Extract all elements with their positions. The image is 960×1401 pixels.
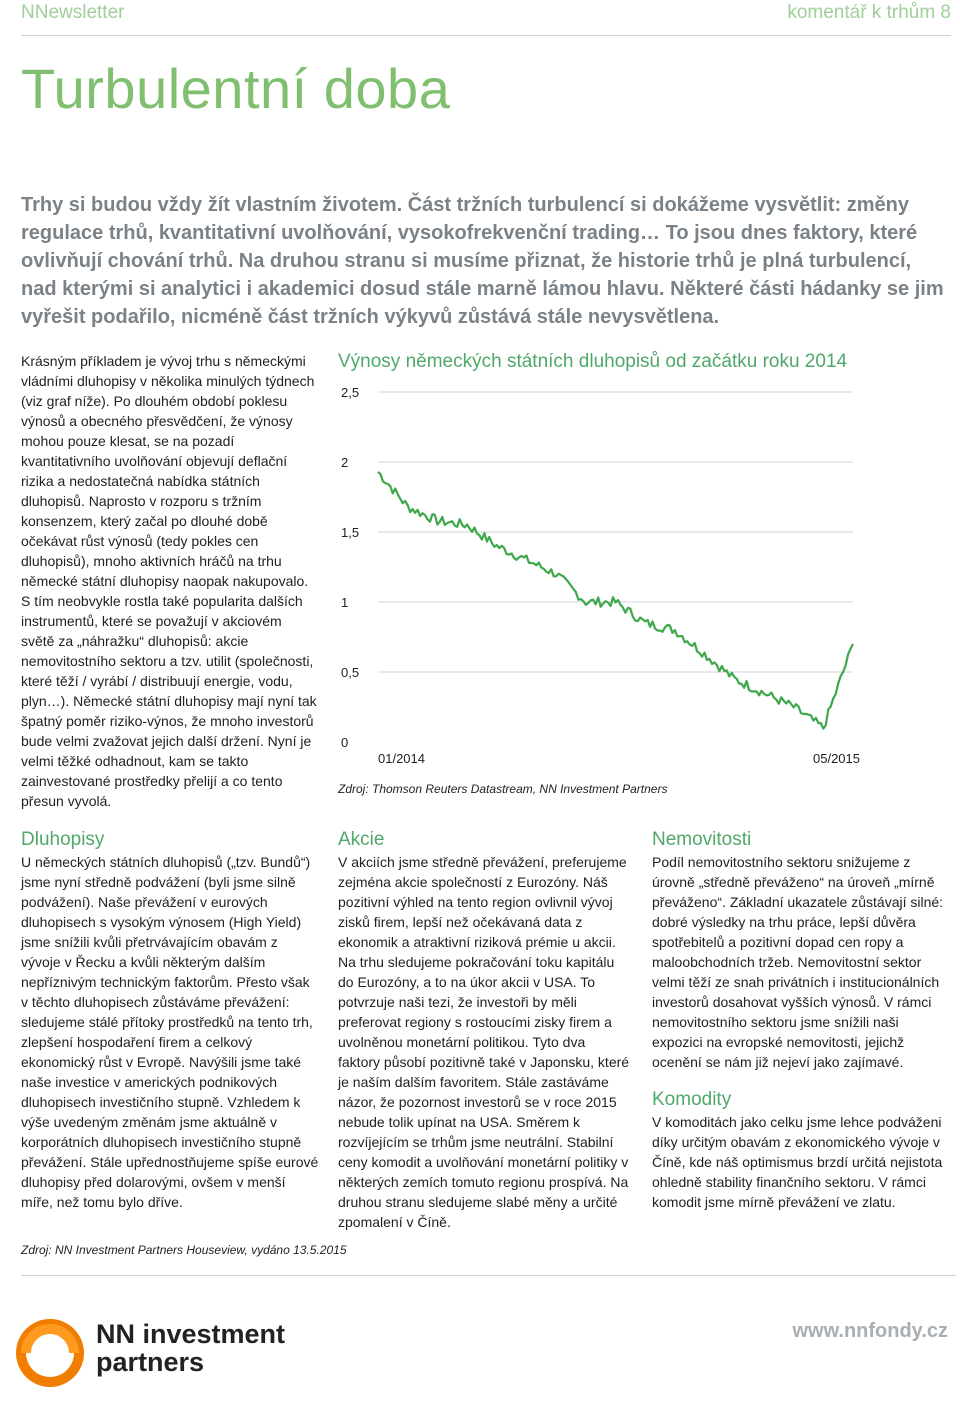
footer-source: Zdroj: NN Investment Partners Houseview, vydáno 13.5.2015 [21,1243,347,1257]
intro-text: Krásným příkladem je vývoj trhu s německými vládními dluhopisy v několika minulých týdnech (viz graf níže). Po dlouhém období poklesu výnosů a obecného přesvědčení, že výnosy mohou pouze klesat, se na pozadí kvantitativního uvolňování objevují deflační rizika a nedostatečná nabídka státních dluhopisů. Naprosto v rozporu s tržním konsenzem, který začal po dlouhé době očekávat růst výnosů (tedy pokles cen dluhopisů), mnoho aktivních hráčů na trhu německé státní dluhopisy naopak nakupovalo. S tím neobvykle rostla také popularita dalších instrumentů, které se považují v akciovém světě za „náhražku“ dluhopisů: akcie nemovitostního sektoru a tzv. utilit (společnosti, které těží / vyrábí / distribuují energie, vodu, plyn…). Německé státní dluhopisy mají nyní tak špatný poměr riziko-výnos, že mnoho investorů bude velmi zvažovat jejich další držení. Nyní je velmi těžké odhadnout, kam se takto zainvestované prostředky přelijí a co tento přesun vyvolá. [21,353,317,809]
chart-source: Zdroj: Thomson Reuters Datastream, NN Investment Partners [338,782,668,796]
section-heading-dluhopisy: Dluhopisy [21,829,105,850]
y-tick-label: 1,5 [341,525,360,540]
page-title: Turbulentní doba [21,57,451,120]
footer-divider [21,1275,956,1276]
logo-wordmark [96,1320,285,1376]
logo-line-1: NN investment [96,1319,286,1349]
lead-paragraph: Trhy si budou vždy žít vlastním životem. Část tržních turbulencí si dokážeme vysvětlit: změny regulace trhů, kvantitativní uvolňování, vysokofrekvenční trading… To jsou dnes faktory, které ovlivňují chování trhů. Na druhou stranu si musíme přiznat, že historie trhů je plná turbulencí, nad kterými si analytici i akademici dosud stále marně lámou hlavu. Některé části hádanky se jim vyřešit podařilo, nicméně část tržních výkyvů zůstává stále nevysvětlena. [21,194,944,328]
page-header [21,0,951,36]
nn-logo-icon [12,1313,92,1393]
yield-chart [338,380,950,800]
y-tick-label: 0,5 [341,665,360,680]
section-text-komodity: V komoditách jako celku jsme lehce podváženi díky určitým obavám z ekonomického vývoje v Číně, kde náš optimismus brzdí určitá nejistota ohledně stability finančního sektoru. V rámci komodit jsme mírně převážení ve zlatu. [652,1114,943,1210]
x-tick-label: 05/2015 [813,751,860,766]
section-text-dluhopisy: U německých státních dluhopisů („tzv. Bundů“) jsme nyní středně podvážení (byli jsme silně podvážení). Naše převážení v eurových dluhopisech s vysokým výnosem (High Yield) jsme snížili kvůli přetrvávajícím obavám z vývoje v Řecku a kvůli některým dalším nepříznivým technickým faktorům. Přesto však v těchto dluhopisech zůstáváme převážení: sledujeme stálé přítoky prostředků na tento trh, zlepšení hospodaření firem a celkový ekonomický růst v Evropě. Navýšili jsme také naše investice v amerických podnikových dluhopisech investičního stupně. Vzhledem k výše uvedeným změnám jsme aktuálně v korporátních dluhopisech investičního stupně převážení. Stále upřednostňujeme spíše eurové dluhopisy před dolarovými, ovšem v menší míře, než tomu bylo dříve. [21,854,319,1210]
y-tick-label: 1 [341,595,349,610]
section-text-akcie: V akciích jsme středně převážení, preferujeme zejména akcie společností z Eurozóny. Náš pozitivní výhled na tento region ovlivnil vývoj zisků firem, lepší než očekávaná data z ekonomik a atraktivní riziková prémie u akcii. Na trhu sledujeme pokračování toku kapitálu do Eurozóny, a to na úkor akcii v USA. To potvrzuje naši tezi, že investoři by měli preferovat regiony s rostoucími zisky firem a uvolněnou monetární politikou. Tyto dva faktory působí pozitivně také v Japonsku, které je naším dalším favoritem. Stále zastáváme názor, že pozornost investorů se v roce 2015 nebude tolik upínat na USA. Směrem k rozvíjejícím se trhům jsme neutrální. Stabilní ceny komodit a uvolňování monetární politiky v některých zemích tomuto regionu prospívá. Na druhou stranu sledujeme slabé měny a určité zpomalení v Číně. [338,854,630,1230]
website-link[interactable]: www.nnfondy.cz [792,1320,948,1342]
section-heading-nemovitosti: Nemovitosti [652,829,752,850]
header-divider [21,35,951,36]
chart-title: Výnosy německých státních dluhopisů od začátku roku 2014 [338,351,848,372]
y-tick-label: 0 [341,735,349,750]
newsletter-name: NNewsletter [21,2,125,23]
section-text-nemovitosti: Podíl nemovitostního sektoru snižujeme z úrovně „středně převáženo“ na úroveň „mírně převáženo“. Základní ukazatele zůstávají silné: dobré výsledky na trhu práce, lepší důvěra spotřebitelů a pozitivní dopad cen ropy a maloobchodních tržeb. Nemovitostní sektor velmi těží ze snah privátních i institucionálních investorů dosahovat vyšších výnosů. V rámci nemovitostního sektoru jsme snížili naši expozici na evropské nemovitosti, jejichž ocenění se nám již nejeví jako zajímavé. [652,854,944,1070]
logo-line-2: partners [96,1347,205,1377]
series-line [378,472,853,729]
section-heading-akcie: Akcie [338,829,385,850]
x-tick-label: 01/2014 [378,751,425,766]
y-tick-label: 2,5 [341,385,360,400]
section-heading-komodity: Komodity [652,1089,732,1110]
page-label: komentář k trhům 8 [787,2,951,23]
y-tick-label: 2 [341,455,349,470]
